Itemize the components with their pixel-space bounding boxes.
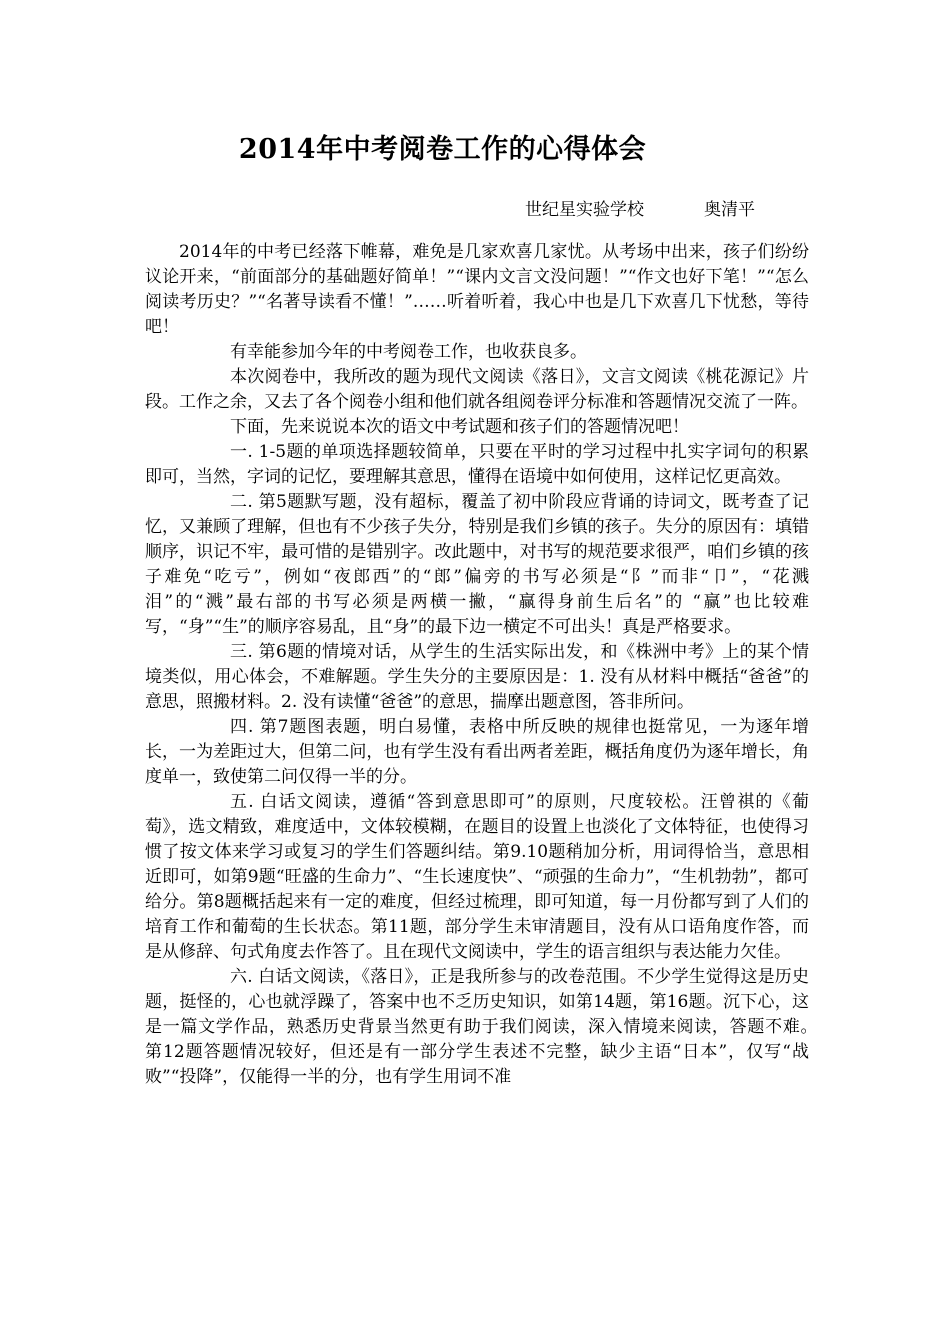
school-name: 世纪星实验学校 [525, 200, 644, 220]
paragraph-section-5: 五. 白话文阅读，遵循“答到意思即可”的原则，尺度较松。汪曾祺的《葡萄》，选文精致，难度适中，文体较模糊，在题目的设置上也淡化了文体特征，也使得习惯了按文体来学习或复习的学生们答题纠结。第9.10题稍加分析，用词得恰当，意思相近即可，如第9题“旺盛的生命力”、“生长速度快”、“顽强的生命力”，“生机勃勃”，都可给分。第8题概括起来有一定的难度，但经过梳理，即可知道，每一月份都写到了人们的培育工作和葡萄的生长状态。第11题，部分学生未审清题目，没有从口语角度作答，而是从修辞、句式角度去作答了。且在现代文阅读中，学生的语言组织与表达能力欠佳。 [145, 792, 809, 962]
paragraph: 有幸能参加今年的中考阅卷工作，也收获良多。 [230, 342, 587, 362]
paragraph: 下面，先来说说本次的语文中考试题和孩子们的答题情况吧！ [230, 417, 689, 437]
document-body [145, 240, 826, 1090]
paragraph-section-3: 三. 第6题的情境对话，从学生的生活实际出发，和《株洲中考》上的某个情境类似，用心体会，不难解题。学生失分的主要原因是：1. 没有从材料中概括“爸爸”的意思，照搬材料。2. 没有读懂“爸爸”的意思，揣摩出题意图，答非所问。 [145, 642, 809, 712]
paragraph-section-6: 六. 白话文阅读，《落日》，正是我所参与的改卷范围。不少学生觉得这是历史题，挺怪的，心也就浮躁了，答案中也不乏历史知识，如第14题，第16题。沉下心，这是一篇文学作品，熟悉历史背景当然更有助于我们阅读，深入情境来阅读，答题不难。 第12题答题情况较好，但还是有一部分学生表述不完整，缺少主语“日本”，仅写“战败”“投降”，仅能得一半的分，也有学生用词不准 [145, 967, 826, 1087]
paragraph-intro: 2014年的中考已经落下帷幕，难免是几家欢喜几家忧。从考场中出来，孩子们纷纷议论开来，“前面部分的基础题好简单！”“课内文言文没问题！”“作文也好下笔！”“怎么阅读考历史？”“名著导读看不懂！”……听着听着，我心中也是几下欢喜几下忧愁，等待吧！ [145, 242, 809, 337]
byline [525, 198, 755, 222]
paragraph-section-4: 四. 第7题图表题，明白易懂，表格中所反映的规律也挺常见，一为逐年增长，一为差距过大，但第二问，也有学生没有看出两者差距，概括角度仍为逐年增长，角度单一，致使第二问仅得一半的分。 [145, 717, 809, 787]
author-name: 奥清平 [704, 200, 755, 220]
paragraph-section-2: 二. 第5题默写题，没有超标，覆盖了初中阶段应背诵的诗词文，既考查了记忆，又兼顾了理解，但也有不少孩子失分，特别是我们乡镇的孩子。失分的原因有：填错顺序，识记不牢，最可惜的是错别字。改此题中，对书写的规范要求很严，咱们乡镇的孩子难免“吃亏”，例如“夜郎西”的“郎”偏旁的书写必须是“阝”而非“卩”，“花溅泪”的“溅”最右部的书写必须是两横一撇，“赢得身前生后名”的 “赢”也比较难写，“身”“生”的顺序容易乱，且“身”的最下边一横定不可出头！真是严格要求。 [145, 492, 809, 637]
paragraph: 本次阅卷中，我所改的题为现代文阅读《落日》，文言文阅读《桃花源记》片段。工作之余，又去了各个阅卷小组和他们就各组阅卷评分标准和答题情况交流了一阵。 [145, 367, 809, 412]
document-title: 2014年中考阅卷工作的心得体会 [238, 134, 647, 165]
paragraph-section-1: 一. 1-5题的单项选择题较简单，只要在平时的学习过程中扎实字词句的积累即可，当然，字词的记忆，要理解其意思，懂得在语境中如何使用，这样记忆更高效。 [145, 442, 809, 487]
